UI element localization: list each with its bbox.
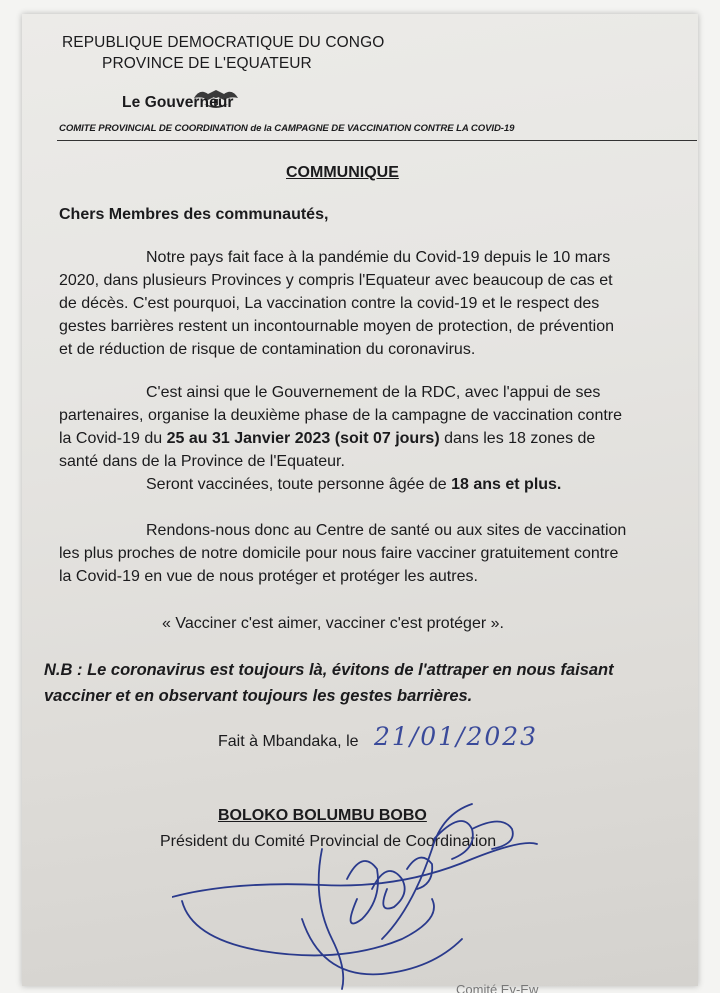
- paragraph-3-line: la Covid-19 en vue de nous protéger et protéger les autres.: [59, 568, 478, 585]
- paragraph-1-line: Notre pays fait face à la pandémie du Covid-19 depuis le 10 mars: [146, 249, 611, 266]
- paragraph-1-line: et de réduction de risque de contamination du coronavirus.: [59, 341, 476, 358]
- paragraph-2-line: partenaires, organise la deuxième phase de la campagne de vaccination contre: [59, 407, 623, 424]
- header-divider: [57, 140, 697, 141]
- nb-note-line: N.B : Le coronavirus est toujours là, évitons de l'attraper en nous faisant: [44, 661, 614, 679]
- campaign-dates: 25 au 31 Janvier 2023 (soit 07 jours): [166, 430, 440, 447]
- paragraph-3-line: Rendons-nous donc au Centre de santé ou aux sites de vaccination: [146, 522, 627, 539]
- handwritten-date: 21/01/2023: [374, 722, 539, 751]
- slogan: « Vacciner c'est aimer, vacciner c'est protéger ».: [162, 615, 504, 632]
- paragraph-2-line: [146, 474, 561, 497]
- paragraph-3-line: les plus proches de notre domicile pour nous faire vacciner gratuitement contre: [59, 545, 619, 562]
- eligibility-age: 18 ans et plus.: [451, 476, 562, 493]
- paragraph-2-line: [59, 428, 595, 451]
- eligibility-text: Seront vaccinées, toute personne âgée de: [146, 476, 452, 493]
- paragraph-1-line: 2020, dans plusieurs Provinces y compris l'Equateur avec beaucoup de cas et: [59, 272, 613, 289]
- paragraph-2-line: C'est ainsi que le Gouvernement de la RDC, avec l'appui de ses: [146, 384, 601, 401]
- province-heading: PROVINCE DE L'EQUATEUR: [102, 55, 312, 72]
- signatory-name: BOLOKO BOLUMBU BOBO: [218, 807, 427, 824]
- governor-title: Le Gouverneur: [122, 94, 234, 111]
- page-title: COMMUNIQUE: [286, 164, 399, 181]
- paragraph-1-line: gestes barrières restent un incontournable moyen de protection, de prévention: [59, 318, 615, 335]
- signatory-role: Président du Comité Provincial de Coordination: [160, 833, 497, 850]
- nb-note-line: vacciner et en observant toujours les gestes barrières.: [44, 687, 473, 705]
- salutation: Chers Membres des communautés,: [59, 206, 329, 223]
- committee-heading: COMITE PROVINCIAL DE COORDINATION de la CAMPAGNE DE VACCINATION CONTRE LA COVID-19: [59, 123, 515, 134]
- paragraph-2-line: santé dans de la Province de l'Equateur.: [59, 453, 345, 470]
- campaign-text: dans les 18 zones de: [439, 430, 596, 447]
- paragraph-1-line: de décès. C'est pourquoi, La vaccination contre la covid-19 et le respect des: [59, 295, 600, 312]
- cut-off-footer-text: Comité Ev-Ew: [456, 982, 539, 993]
- place-of-signing: Fait à Mbandaka, le: [218, 733, 359, 750]
- communique-page: [22, 14, 698, 986]
- republic-heading: REPUBLIQUE DEMOCRATIQUE DU CONGO: [62, 34, 385, 51]
- campaign-text: la Covid-19 du: [59, 430, 167, 447]
